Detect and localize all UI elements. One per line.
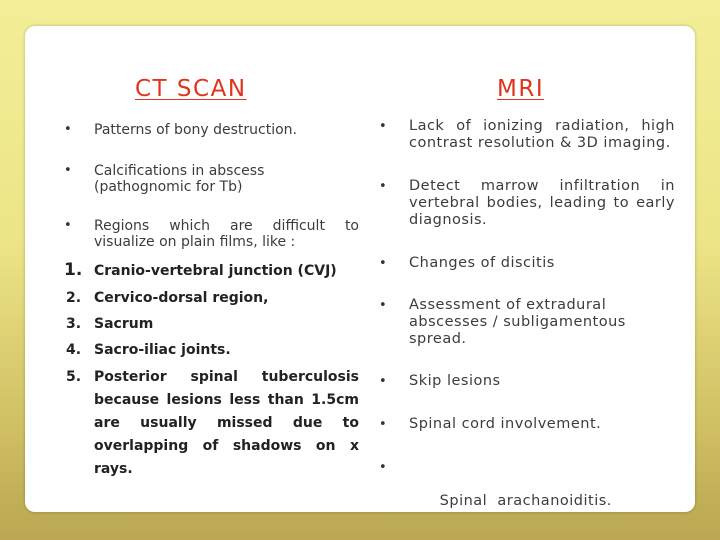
mri-bullet-text: Skip lesions	[409, 373, 501, 389]
bullet-marker: •	[379, 298, 388, 313]
bullet-marker: •	[379, 256, 388, 271]
region-text: Sacro-iliac joints.	[94, 342, 231, 358]
ct-region-item	[53, 261, 359, 281]
mri-bullet	[369, 459, 675, 527]
region-text: Cervico-dorsal region,	[94, 290, 269, 306]
region-text: Sacrum	[94, 316, 154, 332]
region-number: 4.	[66, 342, 82, 358]
ct-bullet	[53, 218, 359, 250]
region-number: 2.	[66, 290, 82, 306]
region-text: Posterior spinal tuberculosis because lesions less than 1.5cm are usually missed due to overlapping of shadows on x rays.	[94, 369, 359, 477]
bullet-marker: •	[64, 122, 72, 137]
bullet-marker: •	[64, 163, 72, 178]
bullet-marker: •	[379, 179, 388, 194]
ct-scan-heading: CT SCAN	[135, 76, 247, 102]
ct-region-item	[53, 314, 359, 334]
ct-region-item	[53, 340, 359, 360]
slide-card	[25, 26, 695, 512]
bullet-marker: •	[379, 119, 388, 134]
bullet-marker: •	[379, 460, 388, 475]
region-number: 3.	[66, 316, 82, 332]
ct-bullet-text: Patterns of bony destruction.	[94, 122, 297, 138]
region-number: 5.	[66, 369, 82, 385]
mri-bullet-text: Lack of ionizing radiation, high contrast resolution & 3D imaging.	[409, 118, 675, 151]
ct-bullet-text: Regions which are difficult to visualize on plain films, like :	[94, 218, 359, 250]
ct-region-item	[53, 288, 359, 308]
mri-bullet	[369, 255, 675, 272]
mri-bullet-text: Spinal cord involvement.	[409, 416, 602, 432]
mri-bullet	[369, 297, 675, 348]
mri-bullet-text: Detect marrow infiltration in vertebral bodies, leading to early diagnosis.	[409, 178, 675, 228]
mri-bullet-text: Assessment of extradural abscesses / subligamentous spread.	[409, 297, 626, 347]
mri-column	[369, 118, 675, 527]
ct-region-item	[53, 366, 359, 481]
bullet-marker: •	[64, 218, 72, 233]
bullet-marker: •	[379, 417, 388, 432]
mri-bullet-text: Changes of discitis	[409, 255, 555, 271]
bullet-marker: •	[379, 374, 388, 389]
region-text: Cranio-vertebral junction (CVJ)	[94, 263, 337, 279]
mri-bullet	[369, 178, 675, 229]
region-number: 1.	[64, 260, 83, 280]
ct-bullet-text: Calcifications in abscess (pathognomic for Tb)	[94, 163, 265, 195]
ct-bullet	[53, 163, 359, 195]
mri-heading: MRI	[497, 76, 545, 102]
mri-bullet	[369, 373, 675, 390]
ct-bullet	[53, 122, 359, 138]
mri-bullet-text: Spinal arachanoiditis.	[439, 493, 612, 509]
ct-scan-column	[53, 122, 359, 481]
mri-bullet	[369, 118, 675, 152]
mri-bullet	[369, 416, 675, 433]
